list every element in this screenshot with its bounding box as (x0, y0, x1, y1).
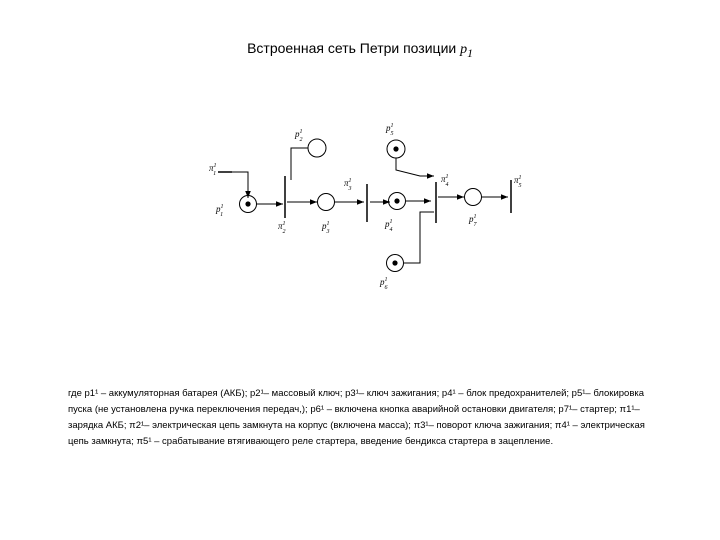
arc-p5-t4 (396, 158, 434, 176)
label-p6: $p^1$ 6 (380, 277, 388, 291)
label-p2: $p^1$ 2 (295, 129, 303, 143)
label-t3: $\pi^1$ 3 (344, 178, 352, 192)
label-p1: $p^1$ 1 (216, 204, 224, 218)
label-t1: $\pi^1$ 1 (209, 163, 217, 177)
label-p5: $p^1$ 5 (386, 123, 394, 137)
place-p3 (318, 194, 335, 211)
token-p1 (245, 201, 250, 206)
title-text: Встроенная сеть Петри позиции (247, 40, 461, 56)
label-p7: $p^1$ 7 (469, 214, 477, 228)
legend-caption: где p1¹ – аккумуляторная батарея (АКБ); p2¹– массовый ключ; p3¹– ключ зажигания; p4¹ – блок предохранителей; p5¹– блокировка пуска (не установлена ручка переключения передач,); p6¹ – включена кнопка аварийной остановки двигателя; p7¹– стартер; π1¹– зарядка АКБ; π2¹– электрическая цепь замкнута на корпус (включена масса); π3¹– поворот ключа зажигания; π4¹ – электрическая цепь замкнута; π5¹ – срабатывание втягивающего реле стартера, введение бендикса стартера в зацепление. (68, 388, 645, 447)
place-p2 (308, 139, 326, 157)
token-p5 (393, 146, 398, 151)
token-p6 (392, 260, 397, 265)
arc-t1-p1 (232, 172, 248, 198)
title-place-index: 1 (467, 46, 473, 60)
place-p7 (465, 189, 482, 206)
label-t2: $\pi^1$ 2 (278, 221, 286, 235)
title-place-symbol: p (460, 42, 468, 57)
label-t4: $\pi^1$ 4 (441, 174, 449, 188)
label-t5: $\pi^1$ 5 (514, 175, 522, 189)
arc-p6-t4 (404, 212, 434, 263)
token-p4 (394, 198, 399, 203)
label-p3: $p^1$ 3 (322, 221, 330, 235)
arc-p2-t2 (291, 148, 308, 180)
label-p4: $p^1$ 4 (385, 219, 393, 233)
